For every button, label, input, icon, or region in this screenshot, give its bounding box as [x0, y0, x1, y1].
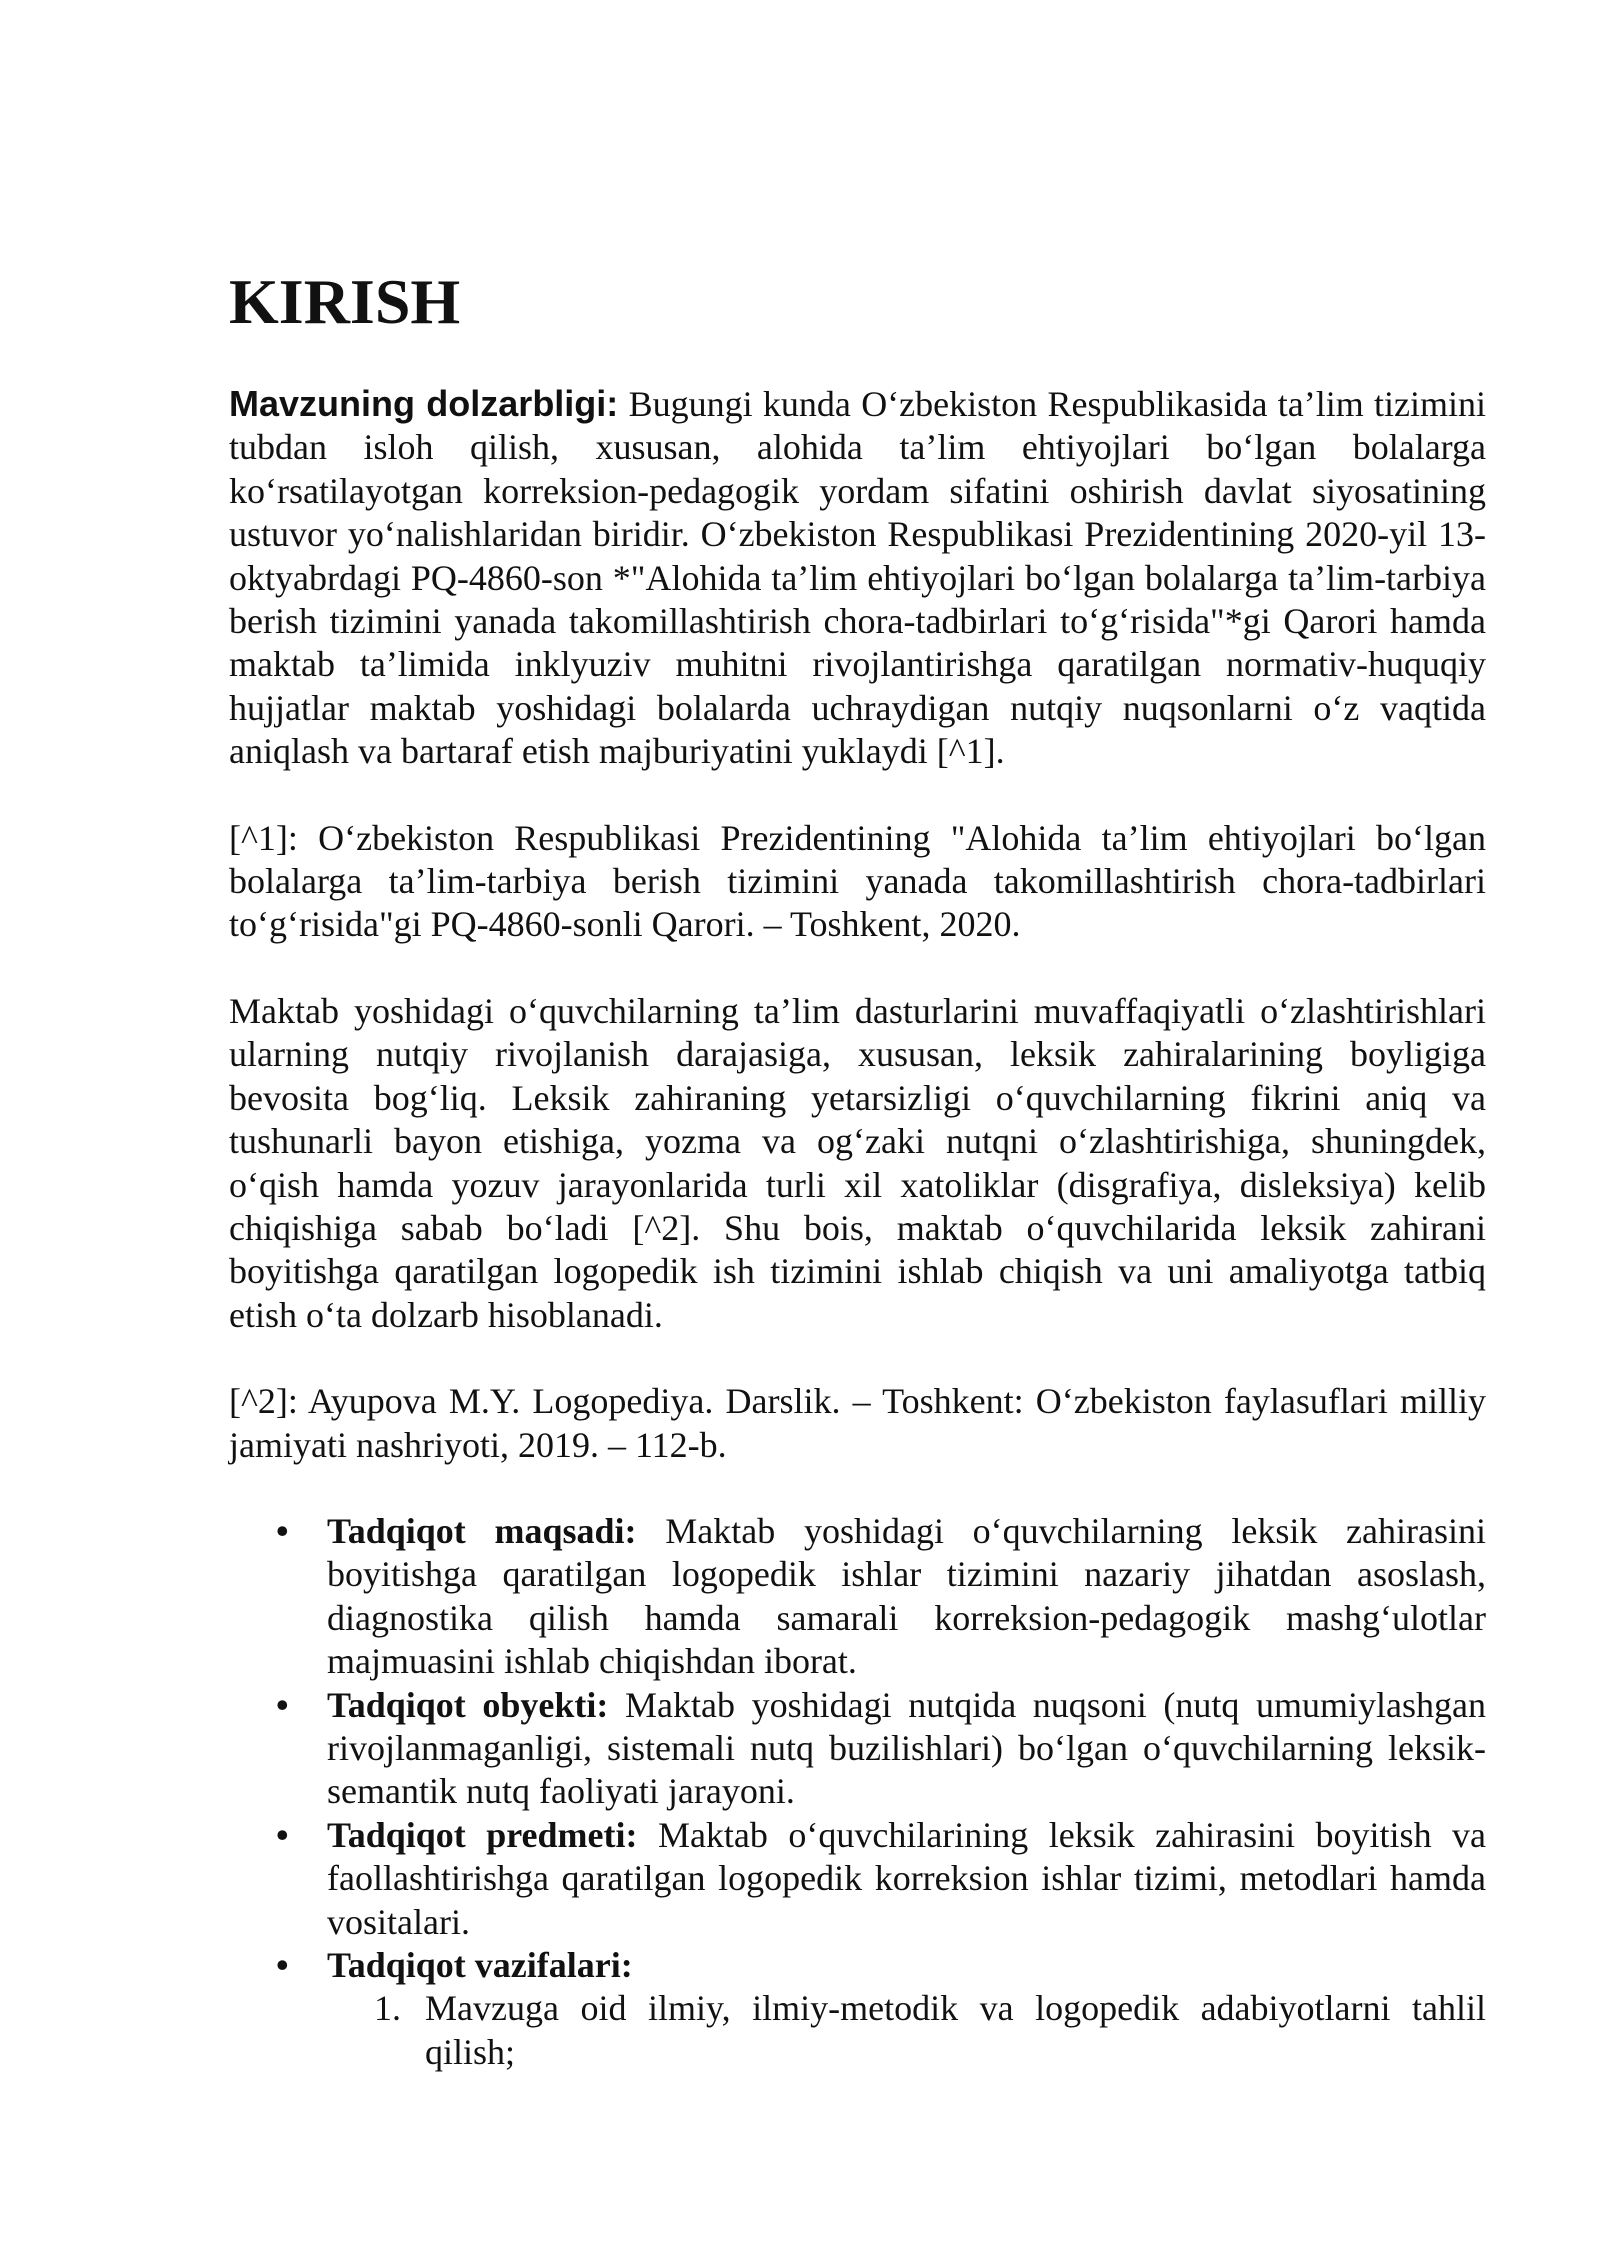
footnote-2: [^2]: Ayupova M.Y. Logopediya. Darslik. – Toshkent: O‘zbekiston faylasuflari milliy jamiyati nashriyoti, 2019. – 112-b. — [229, 1381, 1486, 1465]
footnote-1: [^1]: O‘zbekiston Respublikasi Prezidentining "Alohida ta’lim ehtiyojlari bo‘lgan bolalarga ta’lim-tarbiya berish tizimini yanada takomillashtirish chora-tadbirlari to‘g‘risida"gi PQ-4860-sonli Qarori. – Toshkent, 2020. — [229, 817, 1486, 945]
document-body — [229, 382, 1486, 2074]
relevance-label: Mavzuning dolzarbligi: — [229, 383, 619, 424]
task-item — [327, 1987, 1486, 2074]
list-item-object — [229, 1684, 1486, 1814]
lexical-paragraph: Maktab yoshidagi o‘quvchilarning ta’lim dasturlarini muvaffaqiyatli o‘zlashtirishlari ularning nutqiy rivojlanish darajasiga, xususan, leksik zahiralarining boyligiga bevosita bog‘liq. Leksik zahiraning yetarsizligi o‘quvchilarning fikrini aniq va tushunarli bayon etishiga, yozma va og‘zaki nutqni o‘zlashtirishiga, shuningdek, o‘qish hamda yozuv jarayonlarida turli xil xatoliklar (disgrafiya, disleksiya) kelib chiqishiga sabab bo‘ladi [^2]. Shu bois, maktab o‘quvchilarida leksik zahirani boyitishga qaratilgan logopedik ish tizimini ishlab chiqish va uni amaliyotga tatbiq etish o‘ta dolzarb hisoblanadi. — [229, 990, 1486, 1335]
bullet-text: Maktab yoshidagi o‘quvchilarning leksik zahirasini boyitishga qaratilgan logopedik ishlar tizimini nazariy jihatdan asoslash, diagnostika qilish hamda samarali korreksion-pedagogik mashg‘ulotlar majmuasini ishlab chiqishdan iborat. — [327, 1510, 1486, 1682]
bullet-icon: • — [276, 1814, 289, 1855]
bullet-heading: Tadqiqot predmeti: — [327, 1814, 638, 1855]
relevance-text: Bugungi kunda O‘zbekiston Respublikasida ta’lim tizimini tubdan isloh qilish, xususan, alohida ta’lim ehtiyojlari bo‘lgan bolalarga ko‘rsatilayotgan korreksion-pedagogik yordam sifatini oshirish davlat siyosatining ustuvor yo‘nalishlaridan biridir. O‘zbekiston Respublikasi Prezidentining 2020-yil 13-oktyabrdagi PQ-4860-son *"Alohida ta’lim ehtiyojlari bo‘lgan bolalarga ta’lim-tarbiya berish tizimini yanada takomillashtirish chora-tadbirlari to‘g‘risida"*gi Qarori hamda maktab ta’limida inklyuziv muhitni rivojlantirishga qaratilgan normativ-huquqiy hujjatlar maktab yoshidagi bolalarda uchraydigan nutqiy nuqsonlarni o‘z vaqtida aniqlash va bartaraf etish majburiyatini yuklaydi [^1]. — [229, 384, 1487, 772]
list-item-purpose — [229, 1510, 1486, 1684]
relevance-paragraph — [229, 382, 1486, 774]
task-number: 1. — [374, 1988, 401, 2029]
list-item-subject — [229, 1814, 1486, 1944]
bullet-icon: • — [276, 1510, 289, 1551]
bullet-icon: • — [276, 1684, 289, 1725]
task-text: Mavzuga oid ilmiy, ilmiy-metodik va logopedik adabiyotlarni tahlil qilish; — [425, 1988, 1486, 2072]
page-title: KIRISH — [229, 266, 461, 337]
bullet-heading: Tadqiqot maqsadi: — [327, 1510, 637, 1551]
bullet-text: Maktab yoshidagi nutqida nuqsoni (nutq umumiylashgan rivojlanmaganligi, sistemali nutq buzilishlari) bo‘lgan o‘quvchilarning leksik-semantik nutq faoliyati jarayoni. — [327, 1684, 1487, 1812]
bullet-heading: Tadqiqot vazifalari: — [327, 1945, 633, 1985]
bullet-heading: Tadqiqot obyekti: — [327, 1684, 609, 1725]
tasks-list — [327, 1987, 1486, 2074]
research-list — [229, 1510, 1486, 2074]
list-item-tasks — [229, 1944, 1486, 2074]
bullet-icon: • — [276, 1945, 289, 1985]
document-page — [229, 262, 1486, 2074]
bullet-text: Maktab o‘quvchilarining leksik zahirasini boyitish va faollashtirishga qaratilgan logopedik korreksion ishlar tizimi, metodlari hamda vositalari. — [327, 1814, 1486, 1942]
